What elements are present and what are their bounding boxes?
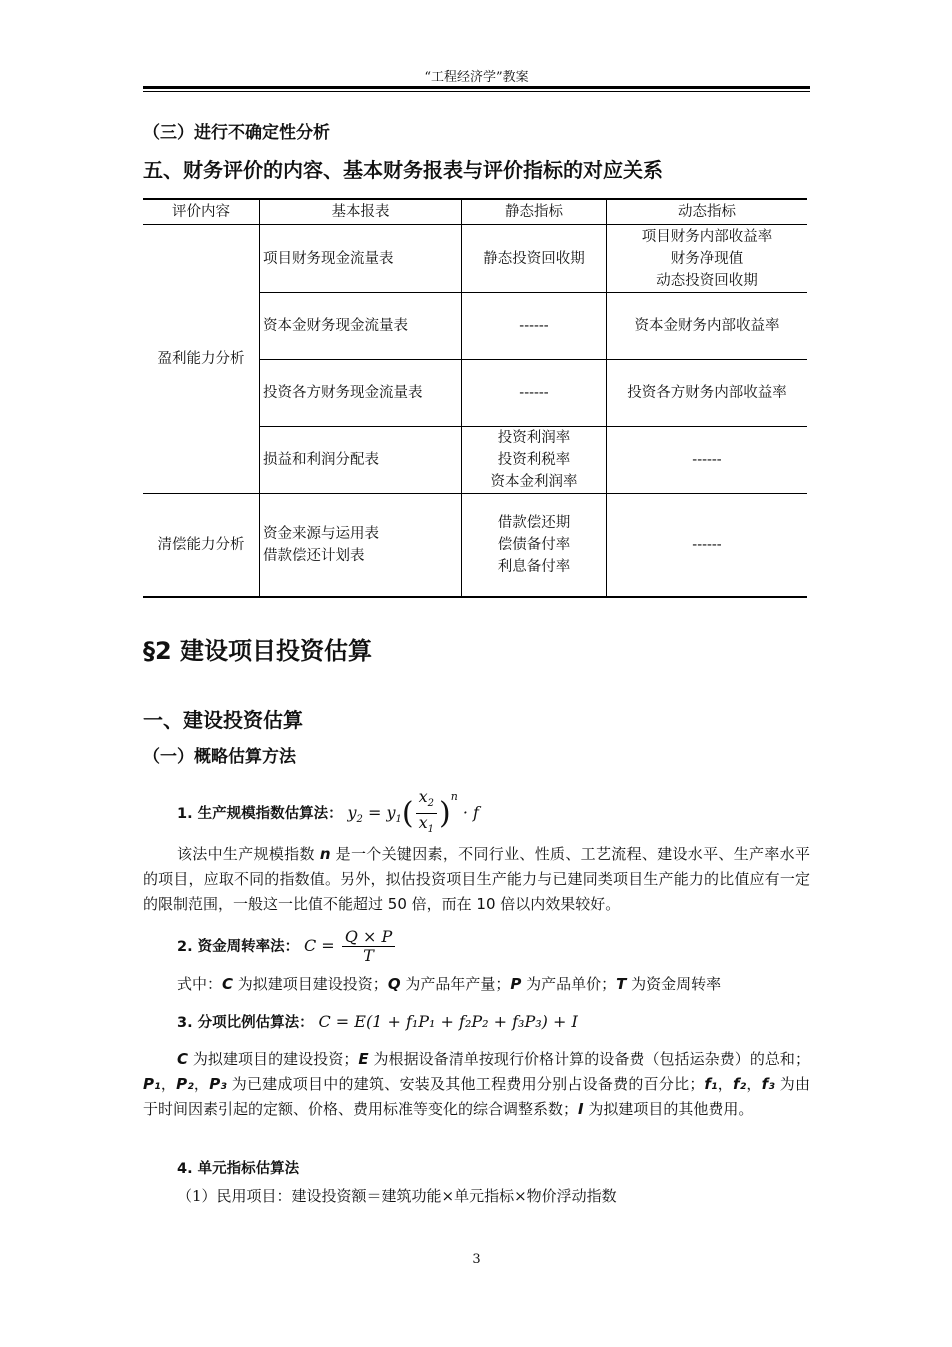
indicator-line: 资本金利润率 [490, 474, 578, 490]
running-header: “工程经济学”教案 [424, 70, 529, 85]
heading-investment-estimate: 一、建设投资估算 [143, 708, 303, 732]
table-header-row [143, 199, 807, 225]
dynamic-indicator-cell: ------ [607, 494, 808, 597]
category-cell: 清偿能力分析 [143, 494, 260, 597]
text-run: 为拟建项目的建设投资； [188, 1050, 359, 1068]
report-cell: 投资各方财务现金流量表 [260, 360, 462, 427]
static-indicator-cell [462, 427, 607, 494]
method2-description [143, 972, 810, 997]
indicator-line: 财务净现值 [670, 250, 744, 267]
method-label: 3. 分项比例估算法： [177, 1015, 314, 1031]
variable: Q [387, 975, 401, 993]
text-run: 为拟建项目的其他费用。 [583, 1100, 754, 1118]
method1-paragraph [143, 842, 810, 917]
header-rule [143, 86, 810, 89]
indicator-line: 投资利润率 [497, 430, 571, 446]
table-header-cell: 基本报表 [260, 199, 462, 225]
table-row [143, 225, 807, 293]
variable: C [177, 1050, 189, 1068]
text-run: 是一个关键因素，不同行业、性质、工艺流程、建设水平、生产率水平的项目，应取不同的指数值。另外，拟估投资项目生产能力与已建同类项目生产能力的比值应有一定的限制范围，一般这一比值不能超过 [143, 845, 810, 913]
formula-production-scale: $y_2 = y_1$( $\frac{x_2}{x_1}$ )$^n$ · f [347, 786, 479, 836]
table-header-cell: 静态指标 [462, 199, 607, 225]
indicator-line: 动态投资回收期 [656, 272, 758, 289]
indicator-line: 偿债备付率 [497, 536, 571, 553]
method1-line [177, 784, 479, 839]
text-run: 倍，而在 [406, 895, 477, 913]
text-run: ， [717, 1075, 733, 1093]
category-cell: 盈利能力分析 [143, 225, 260, 494]
evaluation-table [143, 198, 807, 598]
variable: P₁ [143, 1075, 161, 1093]
variable-n: n [319, 845, 331, 863]
text-run: 倍以内效果较好。 [495, 895, 621, 913]
static-indicator-cell: ------ [462, 293, 607, 360]
indicator-line: 利息备付率 [497, 558, 571, 575]
variable: f₃ [761, 1075, 775, 1093]
indicator-line: 借款偿还期 [497, 514, 571, 531]
text-run: ， [746, 1075, 762, 1093]
report-cell: 资本金财务现金流量表 [260, 293, 462, 360]
header-rule-thin [143, 91, 810, 92]
variable: C [222, 975, 234, 993]
method3-description [143, 1047, 810, 1122]
report-line: 借款偿还计划表 [263, 547, 365, 564]
table-header-cell: 动态指标 [607, 199, 808, 225]
dynamic-indicator-cell: 资本金财务内部收益率 [607, 293, 808, 360]
variable: P [510, 975, 522, 993]
heading-financial-evaluation: 五、财务评价的内容、基本财务报表与评价指标的对应关系 [143, 158, 663, 182]
section-title: §2 建设项目投资估算 [143, 637, 373, 665]
number-10: 10 [476, 895, 496, 913]
indicator-line: 项目财务内部收益率 [641, 228, 773, 245]
report-line: 资金来源与运用表 [263, 525, 379, 542]
text-run: 为根据设备清单按现行价格计算的设备费（包括运杂费）的总和； [368, 1050, 810, 1068]
method-label: 4. 单元指标估算法 [177, 1161, 300, 1177]
report-cell: 损益和利润分配表 [260, 427, 462, 494]
dynamic-indicator-cell [607, 225, 808, 293]
static-indicator-cell: 静态投资回收期 [462, 225, 607, 293]
document-page [143, 0, 810, 1347]
variable: E [358, 1050, 369, 1068]
variable: f₂ [732, 1075, 747, 1093]
page-number: 3 [472, 1252, 481, 1267]
text-run: 为拟建项目建设投资； [233, 975, 388, 993]
variable: T [616, 975, 627, 993]
text-run: 式中： [177, 975, 223, 993]
static-indicator-cell [462, 494, 607, 597]
indicator-line: 投资利税率 [497, 452, 571, 468]
variable: f₁ [704, 1075, 718, 1093]
text-run: ， [160, 1075, 177, 1093]
method4-heading [177, 1156, 299, 1182]
text-run: 为由于时间因素引起的定额、价格、费用标准等变化的综合调整系数； [143, 1075, 810, 1118]
method4-item1: （1）民用项目：建设投资额＝建筑功能×单元指标×物价浮动指数 [177, 1187, 617, 1205]
text-run: 为资金周转率 [626, 975, 722, 993]
method2-line [177, 928, 397, 965]
method-label: 1. 生产规模指数估算法： [177, 806, 343, 822]
dynamic-indicator-cell: 投资各方财务内部收益率 [607, 360, 808, 427]
variable: I [578, 1100, 584, 1118]
formula-proportional: C = E(1 + f₁P₁ + f₂P₂ + f₃P₃) + I [318, 1012, 578, 1031]
heading-uncertainty-analysis: （三）进行不确定性分析 [143, 123, 330, 143]
variable: P₃ [209, 1075, 227, 1093]
report-cell [260, 494, 462, 597]
table-header-cell: 评价内容 [143, 199, 260, 225]
variable: P₂ [176, 1075, 194, 1093]
method-label: 2. 资金周转率法： [177, 939, 300, 955]
text-run: 为产品年产量； [400, 975, 511, 993]
text-run: ， [193, 1075, 210, 1093]
text-run: 为已建成项目中的建筑、安装及其他工程费用分别占设备费的百分比； [226, 1075, 705, 1093]
number-50: 50 [387, 895, 407, 913]
static-indicator-cell: ------ [462, 360, 607, 427]
text-run: 为产品单价； [521, 975, 617, 993]
heading-rough-estimate: （一）概略估算方法 [143, 747, 296, 767]
table-row [143, 494, 807, 597]
formula-capital-turnover: C = $\frac{Q \times P}{T}$ [304, 936, 397, 955]
dynamic-indicator-cell: ------ [607, 427, 808, 494]
report-cell: 项目财务现金流量表 [260, 225, 462, 293]
method3-line [177, 1009, 578, 1036]
text-run: 该法中生产规模指数 [177, 845, 320, 863]
